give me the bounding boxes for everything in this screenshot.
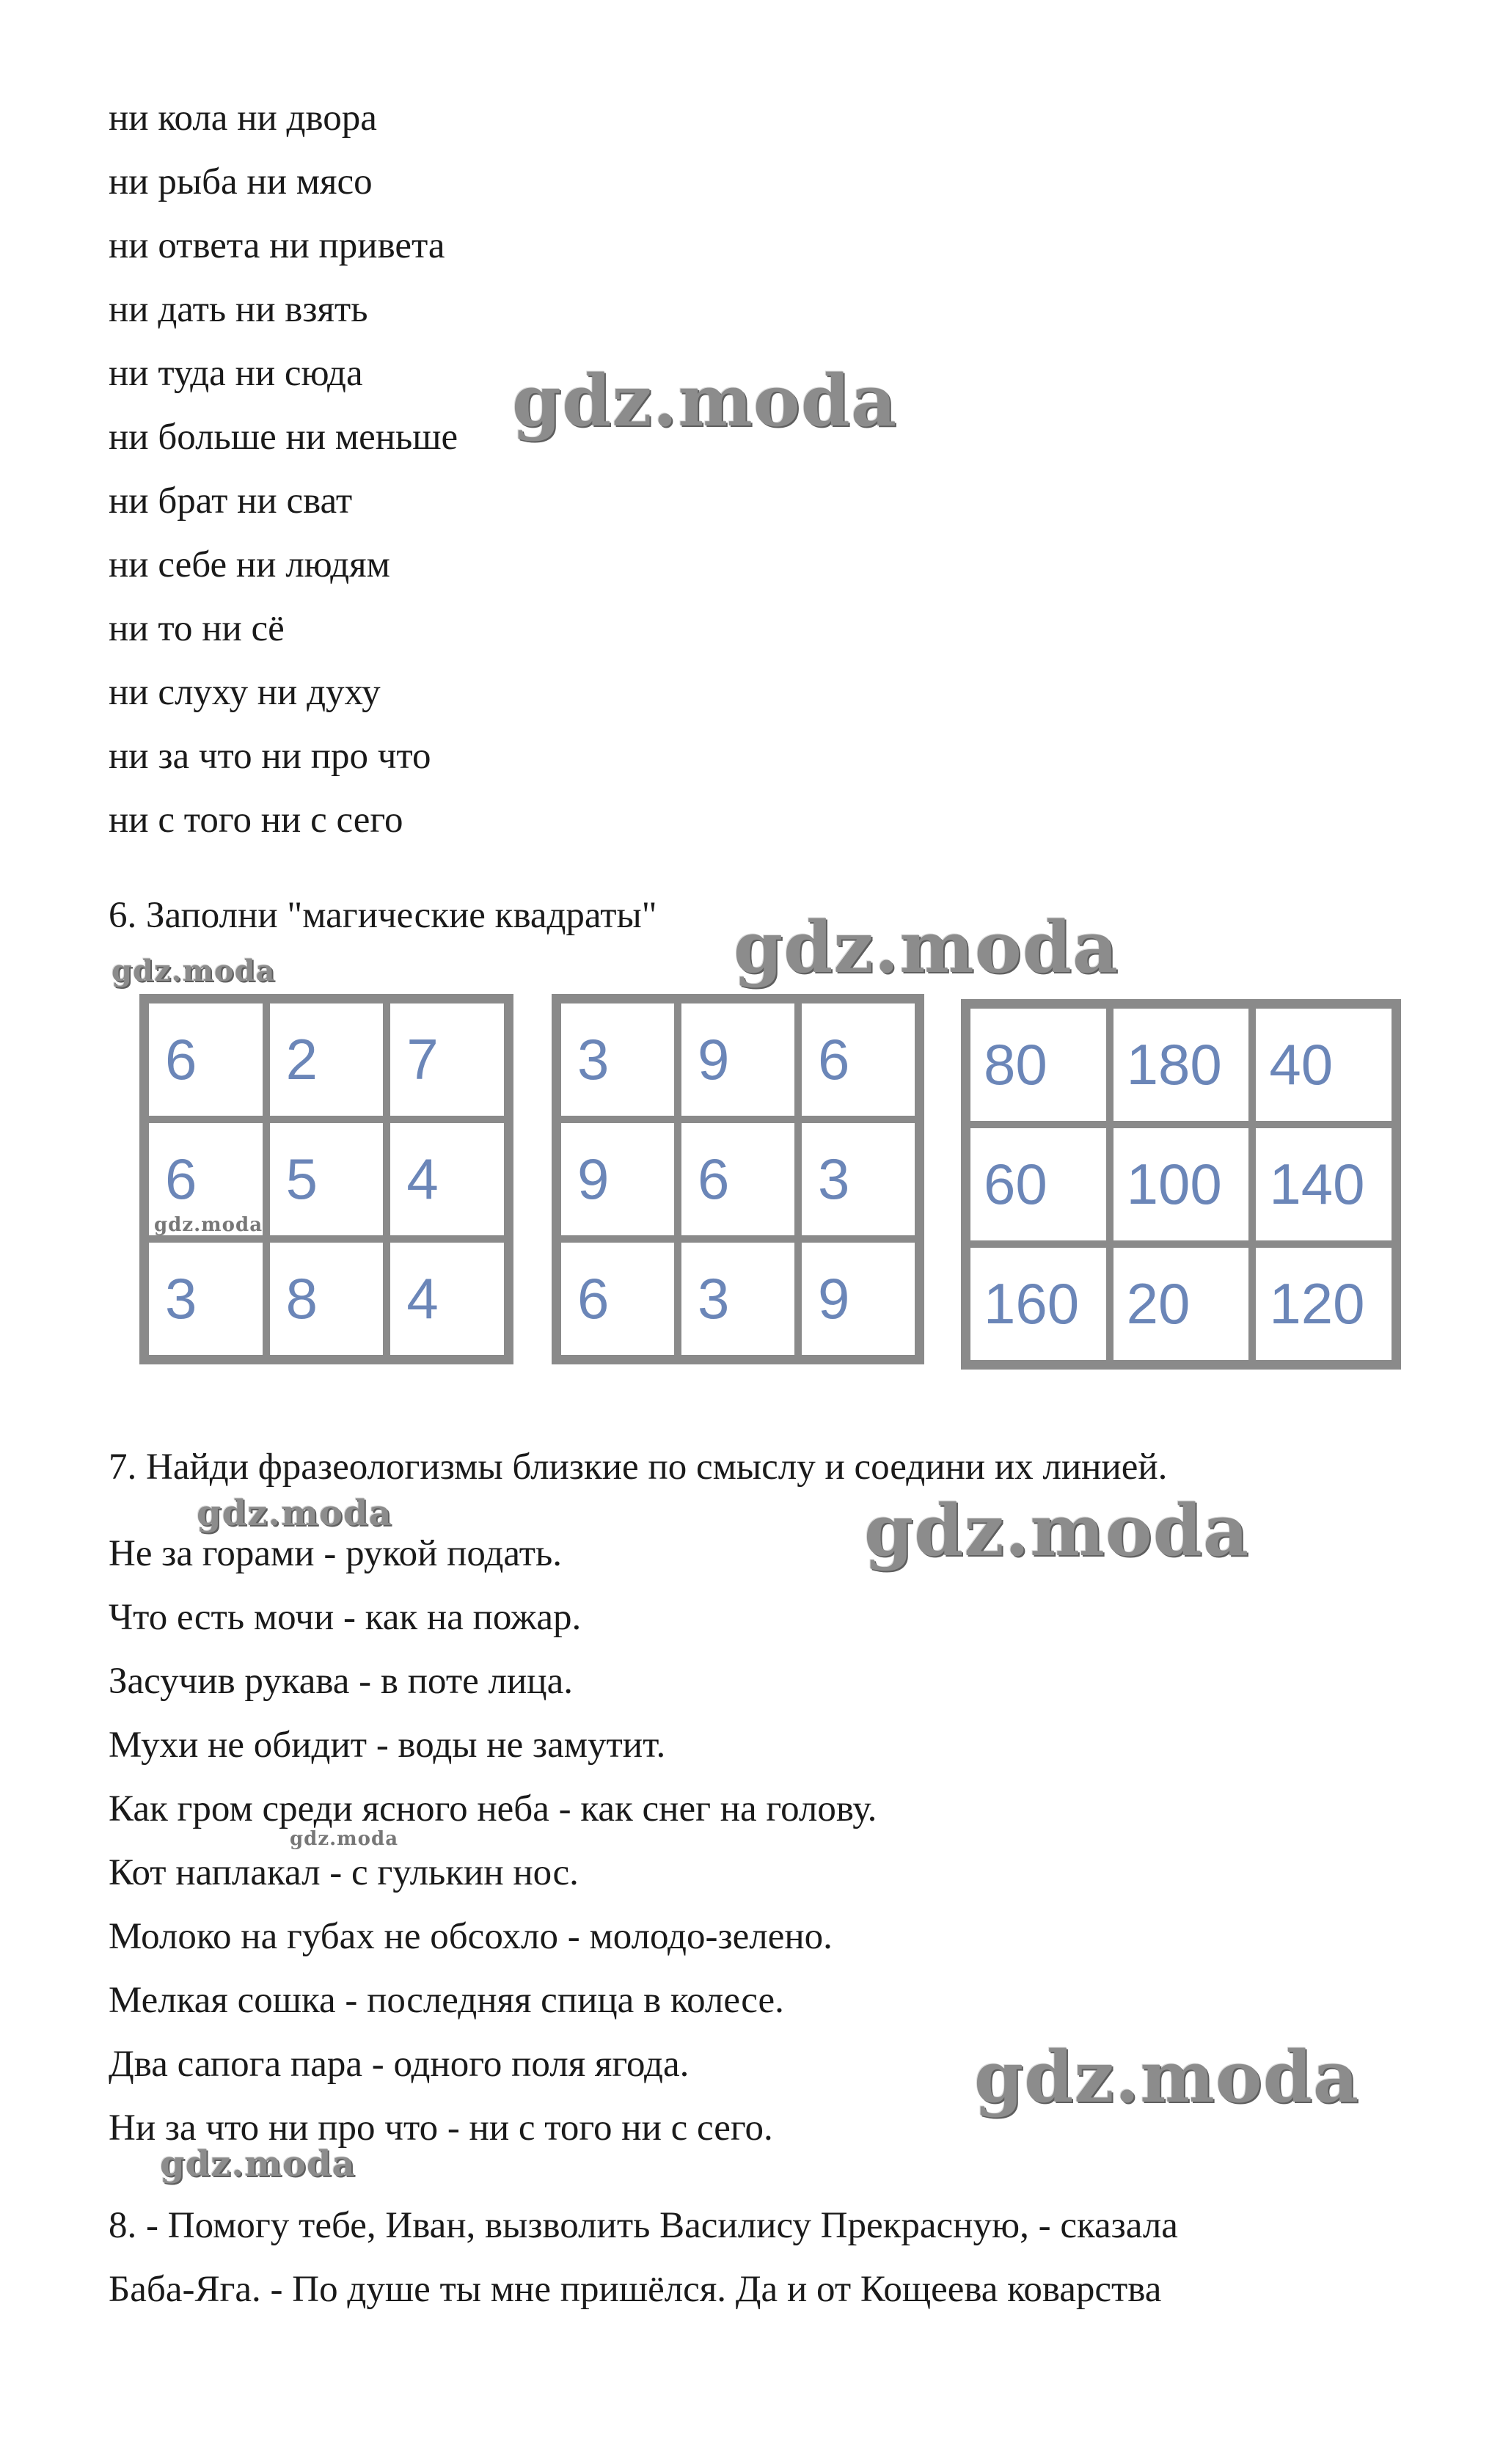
phraseology-pair: Мухи не обидит - воды не замутит. <box>109 1725 666 1766</box>
watermark: gdz.moda <box>290 1828 399 1850</box>
task6-heading: 6. Заполни "магические квадраты" <box>109 895 657 936</box>
phraseology-pair: Ни за что ни про что - ни с того ни с сего. <box>109 2107 773 2149</box>
square-cell: 20 <box>1110 1244 1253 1364</box>
phrase-line: ни брат ни сват <box>109 480 353 522</box>
square-cell: 6 <box>678 1119 798 1239</box>
square-cell: 7 <box>387 1000 508 1119</box>
phrase-line: ни кола ни двора <box>109 98 377 139</box>
square-cell: 3 <box>798 1119 918 1239</box>
task8-line: Баба-Яга. - По душе ты мне пришёлся. Да и от Кощеева коварства <box>109 2269 1162 2310</box>
phrase-line: ни ответа ни привета <box>109 225 445 266</box>
phraseology-pair: Не за горами - рукой подать. <box>109 1533 563 1574</box>
square-cell: 3 <box>145 1239 266 1359</box>
watermark: gdz.moda <box>512 359 898 442</box>
square-cell: 60 <box>967 1125 1110 1244</box>
square-cell: 6 <box>145 1119 266 1239</box>
watermark: gdz.moda <box>111 954 276 988</box>
task8-line: 8. - Помогу тебе, Иван, вызволить Василису Прекрасную, - сказала <box>109 2205 1178 2246</box>
square-cell: 40 <box>1252 1005 1395 1125</box>
square-cell: 9 <box>557 1119 678 1239</box>
phraseology-pair: Кот наплакал - с гулькин нос. <box>109 1852 579 1893</box>
watermark: gdz.moda <box>154 1214 263 1236</box>
phrase-line: ни дать ни взять <box>109 289 368 330</box>
task7-heading: 7. Найди фразеологизмы близкие по смыслу и соедини их линией. <box>109 1447 1168 1488</box>
square-cell: 180 <box>1110 1005 1253 1125</box>
square-cell: 160 <box>967 1244 1110 1364</box>
square-cell: 8 <box>266 1239 387 1359</box>
watermark: gdz.moda <box>864 1489 1250 1572</box>
phraseology-pair: Мелкая сошка - последняя спица в колесе. <box>109 1980 784 2021</box>
square-cell: 6 <box>145 1000 266 1119</box>
phrase-line: ни за что ни про что <box>109 736 431 777</box>
magic-square-2 <box>552 994 924 1364</box>
square-cell: 120 <box>1252 1244 1395 1364</box>
magic-square-3 <box>961 999 1401 1370</box>
phraseology-pair: Молоко на губах не обсохло - молодо-зелено. <box>109 1916 833 1957</box>
square-cell: 140 <box>1252 1125 1395 1244</box>
square-cell: 3 <box>678 1239 798 1359</box>
square-cell: 80 <box>967 1005 1110 1125</box>
square-cell: 5 <box>266 1119 387 1239</box>
phraseology-pair: Как гром среди ясного неба - как снег на голову. <box>109 1788 877 1829</box>
phrase-line: ни слуху ни духу <box>109 672 381 713</box>
square-cell: 4 <box>387 1239 508 1359</box>
phrase-line: ни больше ни меньше <box>109 417 458 458</box>
watermark: gdz.moda <box>197 1493 392 1534</box>
square-cell: 2 <box>266 1000 387 1119</box>
phrase-line: ни с того ни с сего <box>109 800 403 841</box>
phrase-line: ни то ни сё <box>109 608 285 649</box>
watermark: gdz.moda <box>160 2143 356 2185</box>
phraseology-pair: Засучив рукава - в поте лица. <box>109 1661 573 1702</box>
watermark: gdz.moda <box>734 906 1119 989</box>
square-cell: 6 <box>557 1239 678 1359</box>
magic-square-1 <box>139 994 513 1364</box>
phraseology-pair: Что есть мочи - как на пожар. <box>109 1597 582 1638</box>
phrase-line: ни рыба ни мясо <box>109 161 373 202</box>
square-cell: 100 <box>1110 1125 1253 1244</box>
watermark: gdz.moda <box>974 2036 1360 2118</box>
phrase-line: ни туда ни сюда <box>109 353 363 394</box>
square-cell: 4 <box>387 1119 508 1239</box>
square-cell: 3 <box>557 1000 678 1119</box>
square-cell: 6 <box>798 1000 918 1119</box>
square-cell: 9 <box>678 1000 798 1119</box>
phrase-line: ни себе ни людям <box>109 544 390 585</box>
phraseology-pair: Два сапога пара - одного поля ягода. <box>109 2044 690 2085</box>
square-cell: 9 <box>798 1239 918 1359</box>
